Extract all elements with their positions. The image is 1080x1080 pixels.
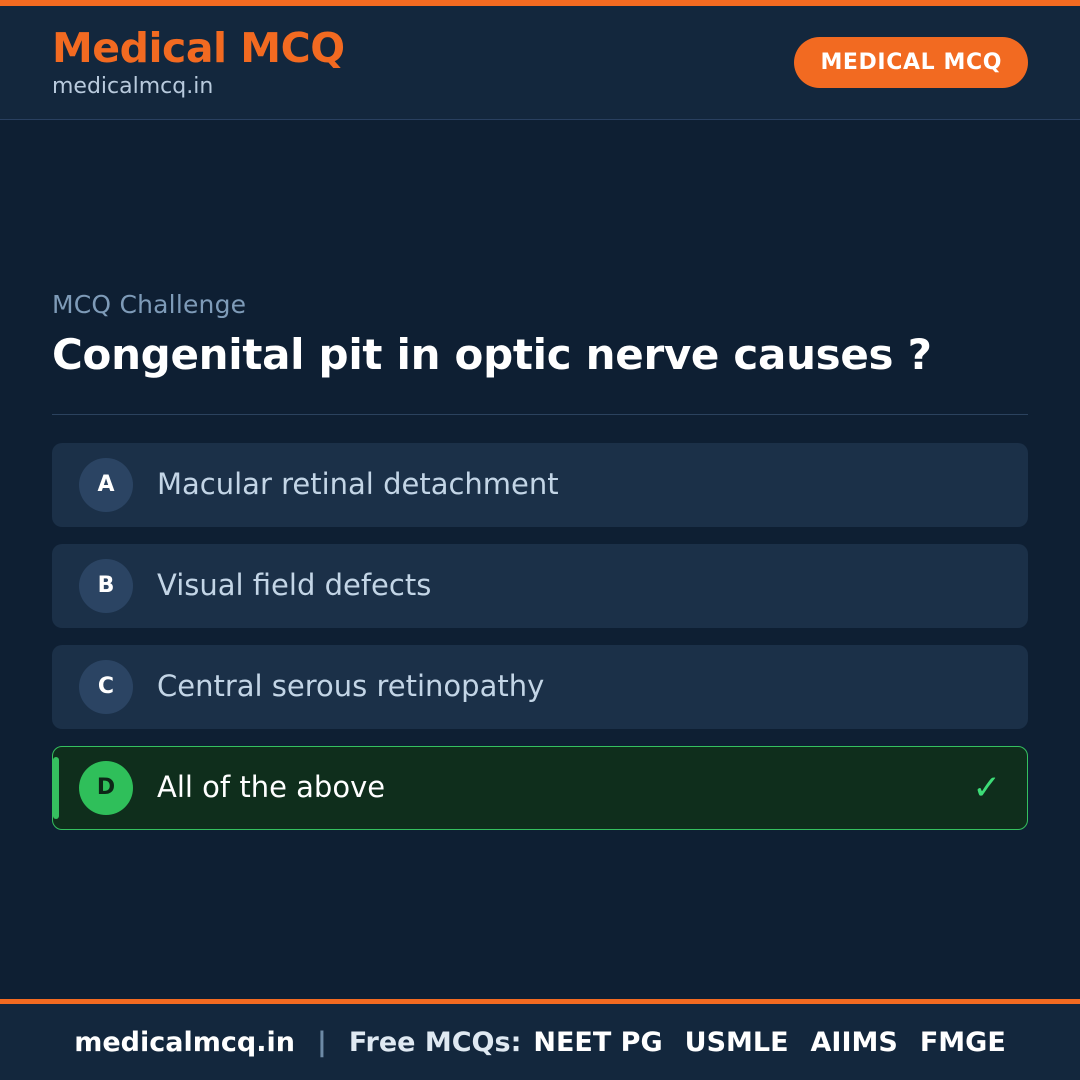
brand-title: Medical MCQ bbox=[52, 24, 345, 73]
option-a-letter: A bbox=[79, 458, 133, 512]
question-text: Congenital pit in optic nerve causes ? bbox=[52, 330, 932, 379]
options-list bbox=[52, 443, 1028, 830]
footer-exam-usmle: USMLE bbox=[684, 1026, 789, 1058]
option-d[interactable] bbox=[52, 746, 1028, 830]
option-d-text: All of the above bbox=[157, 769, 386, 804]
footer-separator: | bbox=[316, 1026, 327, 1058]
option-c-letter: C bbox=[79, 660, 133, 714]
option-d-letter: D bbox=[79, 761, 133, 815]
footer-exam-neetpg: NEET PG bbox=[533, 1026, 663, 1058]
footer-exam-fmge: FMGE bbox=[919, 1026, 1006, 1058]
option-c[interactable] bbox=[52, 645, 1028, 729]
footer-label: Free MCQs: bbox=[348, 1026, 522, 1058]
header bbox=[0, 6, 1080, 120]
footer-exam-aiims: AIIMS bbox=[810, 1026, 898, 1058]
check-icon: ✓ bbox=[972, 767, 1001, 808]
medical-mcq-badge: MEDICAL MCQ bbox=[794, 37, 1028, 88]
divider bbox=[52, 414, 1028, 415]
option-a-text: Macular retinal detachment bbox=[157, 466, 559, 501]
option-c-text: Central serous retinopathy bbox=[157, 668, 545, 703]
brand-subtitle: medicalmcq.in bbox=[52, 73, 214, 99]
option-b-text: Visual field defects bbox=[157, 567, 432, 602]
option-b-letter: B bbox=[79, 559, 133, 613]
section-eyebrow: MCQ Challenge bbox=[52, 290, 247, 319]
option-b[interactable] bbox=[52, 544, 1028, 628]
top-spacer bbox=[52, 120, 1028, 290]
main-content bbox=[0, 120, 1080, 999]
brand-block bbox=[52, 26, 345, 98]
footer bbox=[0, 1004, 1080, 1080]
option-a[interactable] bbox=[52, 443, 1028, 527]
correct-indicator-bar bbox=[53, 757, 59, 819]
footer-site: medicalmcq.in bbox=[74, 1026, 295, 1058]
